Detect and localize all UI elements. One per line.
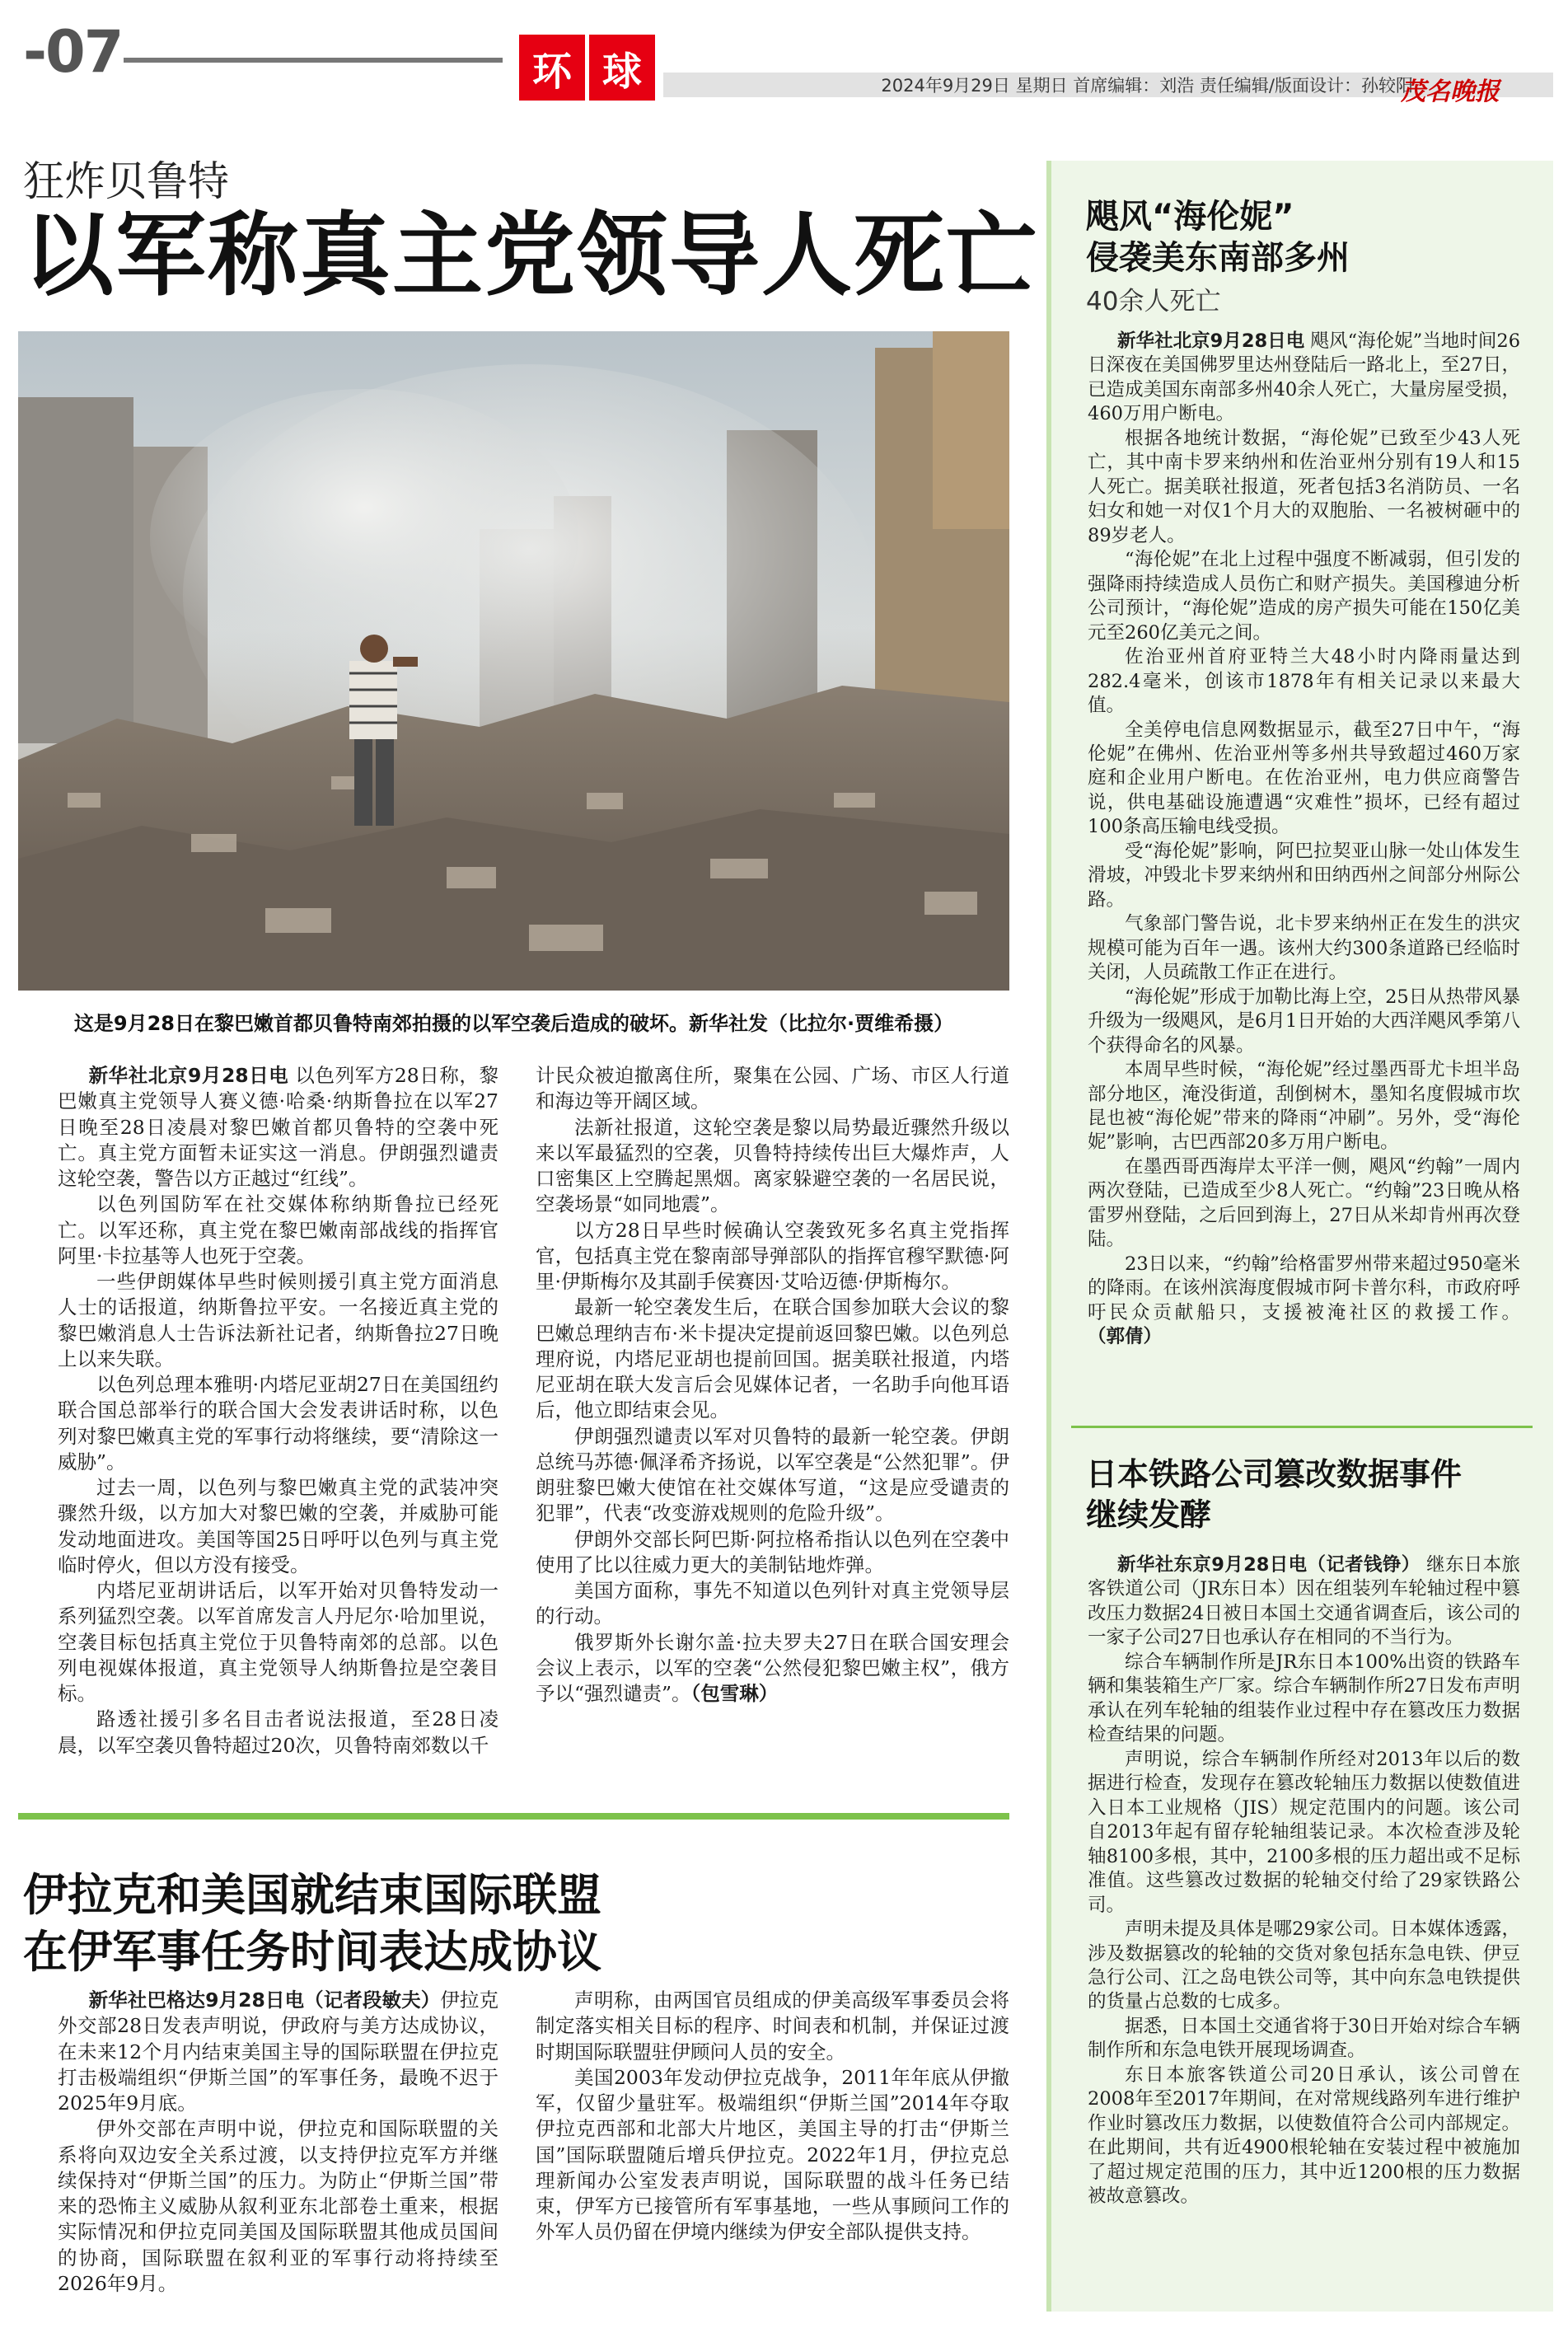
hurricane-para-4: 佐治亚州首府亚特兰大48小时内降雨量达到282.4毫米，创该市1878年有相关记录以来最大值。 [1088, 646, 1520, 717]
hurricane-para-9: 本周早些时候，“海伦妮”经过墨西哥尤卡坦半岛部分地区，淹没街道，刮倒树木，墨知名度假城市坎昆也被“海伦妮”带来的降雨“冲刷”。另外，受“海伦妮”影响，古巴西部20多万用户断电。 [1088, 1059, 1520, 1154]
page-number: -07 [23, 18, 123, 86]
hurricane-para-5: 全美停电信息网数据显示，截至27日中午，“海伦妮”在佛州、佐治亚州等多州共导致超过460万家庭和企业用户断电。在佐治亚州，电力供应商警告说，供电基础设施遭遇“灾难性”损坏，已经有超过100条高压输电线受损。 [1088, 719, 1520, 838]
iraq-para-2: 伊外交部在声明中说，伊拉克和国际联盟的关系将向双边安全关系过渡，以支持伊拉克军方并继续保持对“伊斯兰国”的压力。为防止“伊斯兰国”带来的恐怖主义威胁从叙利亚东北部卷土重来，根据实际情况和伊拉克同美国及国际联盟其他成员国间的协商，国际联盟在叙利亚的军事行动将持续至2026年9月。 [58, 2117, 498, 2295]
rail-body [1088, 1553, 1520, 2209]
lead-para-4: 以色列总理本雅明·内塔尼亚胡27日在美国纽约联合国总部举行的联合国大会发表讲话时称，以色列对黎巴嫩真主党的军事行动将继续，要“清除这一威胁”。 [58, 1373, 498, 1473]
lead-dateline: 新华社北京9月28日电 [88, 1064, 289, 1087]
rail-title-line2: 继续发酵 [1086, 1497, 1212, 1534]
lead-photo [18, 331, 1009, 991]
sidebar-divider [1071, 1426, 1533, 1428]
rail-para-5: 据悉，日本国土交通省将于30日开始对综合车辆制作所和东急电铁开展现场调查。 [1088, 2015, 1520, 2062]
hurricane-title [1086, 196, 1350, 279]
lead-column-2 [536, 1063, 1009, 1707]
section-tag-qiu: 球 [589, 35, 655, 101]
hurricane-credit: （郭倩） [1088, 1326, 1163, 1348]
hurricane-para-8: “海伦妮”形成于加勒比海上空，25日从热带风暴升级为一级飓风，是6月1日开始的大西洋飓风季第八个获得命名的风暴。 [1088, 986, 1520, 1056]
iraq-para-3: 声明称，由两国官员组成的伊美高级军事委员会将制定落实相关目标的程序、时间表和机制，并保证过渡时期国际联盟驻伊顾问人员的安全。 [536, 1988, 1009, 2063]
hurricane-para-3: “海伦妮”在北上过程中强度不断减弱，但引发的强降雨持续造成人员伤亡和财产损失。美国穆迪分析公司预计，“海伦妮”造成的房产损失可能在150亿美元至260亿美元之间。 [1088, 549, 1520, 644]
masthead-logo: 茂名晚报 [1401, 77, 1500, 106]
header-info-text: 2024年9月29日 星期日 首席编辑：刘浩 责任编辑/版面设计：孙较阳 [881, 76, 1413, 96]
hurricane-title-line1: 飓风“海伦妮” [1086, 198, 1294, 236]
hurricane-title-line2: 侵袭美东南部多州 [1086, 239, 1350, 277]
rail-dateline: 新华社东京9月28日电（记者钱铮） [1117, 1554, 1421, 1576]
hurricane-body [1088, 330, 1520, 1350]
photo-caption: 这是9月28日在黎巴嫩首都贝鲁特南郊拍摄的以军空袭后造成的破坏。新华社发（比拉尔·贾维希摄） [73, 1012, 954, 1035]
lead-para-6: 内塔尼亚胡讲话后，以军开始对贝鲁特发动一系列猛烈空袭。以军首席发言人丹尼尔·哈加里说，空袭目标包括真主党位于贝鲁特南郊的总部。以色列电视媒体报道，真主党领导人纳斯鲁拉是空袭目标。 [58, 1579, 498, 1705]
lead-para-12: 伊朗强烈谴责以军对贝鲁特的最新一轮空袭。伊朗总统马苏德·佩泽希齐扬说，以军空袭是“公然犯罪”。伊朗驻黎巴嫩大使馆在社交媒体写道，“这是应受谴责的犯罪”，代表“改变游戏规则的危险升级”。 [536, 1424, 1009, 1525]
lead-para-3: 一些伊朗媒体早些时候则援引真主党方面消息人士的话报道，纳斯鲁拉平安。一名接近真主党的黎巴嫩消息人士告诉法新社记者，纳斯鲁拉27日晚上以来失联。 [58, 1270, 498, 1370]
hurricane-subtitle: 40余人死亡 [1086, 287, 1221, 316]
rail-title-line1: 日本铁路公司篡改数据事件 [1086, 1456, 1463, 1492]
rail-para-6: 东日本旅客铁道公司20日承认，该公司曾在2008年至2017年期间，在对常规线路列车进行维护作业时篡改压力数据，以使数值符合公司内部规定。在此期间，共有近4900根轮轴在安装过程中被施加了超过规定范围的压力，其中近1200根的压力数据被故意篡改。 [1088, 2063, 1520, 2208]
rail-para-4: 声明未提及具体是哪29家公司。日本媒体透露，涉及数据篡改的轮轴的交货对象包括东急电铁、伊豆急行公司、江之岛电铁公司等，其中向东急电铁提供的货量占总数的七成多。 [1088, 1918, 1520, 2013]
lead-para-13: 伊朗外交部长阿巴斯·阿拉格希指认以色列在空袭中使用了比以往威力更大的美制钻地炸弹。 [536, 1527, 1009, 1576]
iraq-headline-line1: 伊拉克和美国就结束国际联盟 [23, 1869, 601, 1921]
rail-para-3: 声明说，综合车辆制作所经对2013年以后的数据进行检查，发现存在篡改轮轴压力数据以使数值进入日本工业规格（JIS）规定范围内的问题。该公司自2013年起有留存轮轴组装记录。本次检查涉及轮轴8100多根，其中，2100多根的压力超出或不足标准值。这些篡改过数据的轮轴交付给了29家铁路公司。 [1088, 1748, 1520, 1916]
section-divider [18, 1813, 1009, 1820]
lead-para-2: 以色列国防军在社交媒体称纳斯鲁拉已经死亡。以军还称，真主党在黎巴嫩南部战线的指挥官阿里·卡拉基等人也死于空袭。 [58, 1192, 498, 1267]
lead-para-11: 最新一轮空袭发生后，在联合国参加联大会议的黎巴嫩总理纳吉布·米卡提决定提前返回黎巴嫩。以色列总理府说，内塔尼亚胡也提前回国。据美联社报道，内塔尼亚胡在联大发言后会见媒体记者，一名助手向他耳语后，他立即结束会见。 [536, 1295, 1009, 1422]
hurricane-para-1: 新华社北京9月28日电 飓风“海伦妮”当地时间26日深夜在美国佛罗里达州登陆后一路北上，至27日，已造成美国东南部多州40余人死亡，大量房屋受损，460万用户断电。 [1088, 330, 1521, 425]
lead-para-15: 俄罗斯外长谢尔盖·拉夫罗夫27日在联合国安理会会议上表示，以军的空袭“公然侵犯黎巴嫩主权”，俄方予以“强烈谴责”。（包雪琳） [536, 1630, 1009, 1705]
lead-para-7: 路透社援引多名目击者说法报道，至28日凌晨，以军空袭贝鲁特超过20次，贝鲁特南郊数以千 [58, 1707, 498, 1757]
iraq-para-4: 美国2003年发动伊拉克战争，2011年年底从伊撤军，仅留少量驻军。极端组织“伊斯兰国”2014年夺取伊拉克西部和北部大片地区，美国主导的打击“伊斯兰国”国际联盟随后增兵伊拉克。2022年1月，伊拉克总理新闻办公室发表声明说，国际联盟的战斗任务已结束，伊军方已接管所有军事基地，一些从事顾问工作的外军人员仍留在伊境内继续为伊安全部队提供支持。 [536, 2065, 1009, 2244]
hurricane-dateline: 新华社北京9月28日电 [1117, 330, 1305, 352]
lead-para-8: 计民众被迫撤离住所，聚集在公园、广场、市区人行道和海边等开阔区域。 [536, 1064, 1009, 1113]
lead-para-1: 新华社北京9月28日电 以色列军方28日称，黎巴嫩真主党领导人赛义德·哈桑·纳斯鲁拉在以军27日晚至28日凌晨对黎巴嫩首都贝鲁特的空袭中死亡。真主党方面暂未证实这一消息。伊朗强烈谴责这轮空袭，警告以方正越过“红线”。 [58, 1064, 498, 1190]
lead-column-1 [58, 1063, 498, 1759]
hurricane-para-7: 气象部门警告说，北卡罗来纳州正在发生的洪灾规模可能为百年一遇。该州大约300条道路已经临时关闭，人员疏散工作正在进行。 [1088, 913, 1520, 984]
lead-para-9: 法新社报道，这轮空袭是黎以局势最近骤然升级以来以军最猛烈的空袭，贝鲁特持续传出巨大爆炸声，人口密集区上空腾起黑烟。离家躲避空袭的一名居民说，空袭场景“如同地震”。 [536, 1115, 1009, 1216]
iraq-headline [23, 1867, 601, 1980]
rail-title [1086, 1454, 1462, 1536]
lead-para-5: 过去一周，以色列与黎巴嫩真主党的武装冲突骤然升级，以方加大对黎巴嫩的空袭，并威胁可能发动地面进攻。美国等国25日呼吁以色列与真主党临时停火，但以方没有接受。 [58, 1476, 498, 1576]
iraq-dateline: 新华社巴格达9月28日电（记者段敏夫） [88, 1988, 441, 2012]
rail-para-1: 新华社东京9月28日电（记者钱铮） 继东日本旅客铁道公司（JR东日本）因在组装列车轮轴过程中篡改压力数据24日被日本国土交通省调查后，该公司的一家子公司27日也承认存在相同的不当行为。 [1088, 1554, 1520, 1649]
section-tag-huan: 环 [519, 35, 585, 101]
hurricane-para-10: 在墨西哥西海岸太平洋一侧，飓风“约翰”一周内两次登陆，已造成至少8人死亡。“约翰”23日晚从格雷罗州登陆，之后回到海上，27日从米却肯州再次登陆。 [1088, 1155, 1520, 1251]
lead-headline: 以军称真主党领导人死亡 [23, 203, 1038, 308]
hurricane-para-11: 23日以来，“约翰”给格雷罗州带来超过950毫米的降雨。在该州滨海度假城市阿卡普尔科，市政府呼吁民众贡献船只，支援被淹社区的救援工作。（郭倩） [1088, 1253, 1520, 1348]
iraq-column-1 [58, 1988, 498, 2297]
iraq-column-2 [536, 1988, 1009, 2246]
iraq-headline-line2: 在伊军事任务时间表达成协议 [23, 1926, 601, 1979]
header-rule [124, 58, 503, 63]
rubble-photo-illustration [18, 331, 1009, 991]
lead-para-14: 美国方面称，事先不知道以色列针对真主党领导层的行动。 [536, 1579, 1009, 1628]
iraq-para-1: 新华社巴格达9月28日电（记者段敏夫）伊拉克外交部28日发表声明说，伊政府与美方达成协议，在未来12个月内结束美国主导的国际联盟在伊拉克打击极端组织“伊斯兰国”的军事任务，最晚不迟于2025年9月底。 [58, 1988, 498, 2115]
hurricane-para-2: 根据各地统计数据，“海伦妮”已致至少43人死亡，其中南卡罗来纳州和佐治亚州分别有19人和15人死亡。据美联社报道，死者包括3名消防员、一名妇女和她一对仅1个月大的双胞胎、一名被树砸中的89岁老人。 [1088, 427, 1520, 546]
lead-credit: （包雪琳） [690, 1682, 779, 1705]
lead-para-10: 以方28日早些时候确认空袭致死多名真主党指挥官，包括真主党在黎南部导弹部队的指挥官穆罕默德·阿里·伊斯梅尔及其副手侯赛因·艾哈迈德·伊斯梅尔。 [536, 1218, 1009, 1293]
lead-kicker: 狂炸贝鲁特 [23, 157, 229, 205]
rail-para-2: 综合车辆制作所是JR东日本100%出资的铁路车辆和集装箱生产厂家。综合车辆制作所27日发布声明承认在列车轮轴的组装作业过程中存在篡改压力数据检查结果的问题。 [1088, 1651, 1520, 1746]
hurricane-para-6: 受“海伦妮”影响，阿巴拉契亚山脉一处山体发生滑坡，冲毁北卡罗来纳州和田纳西州之间部分州际公路。 [1088, 840, 1520, 911]
